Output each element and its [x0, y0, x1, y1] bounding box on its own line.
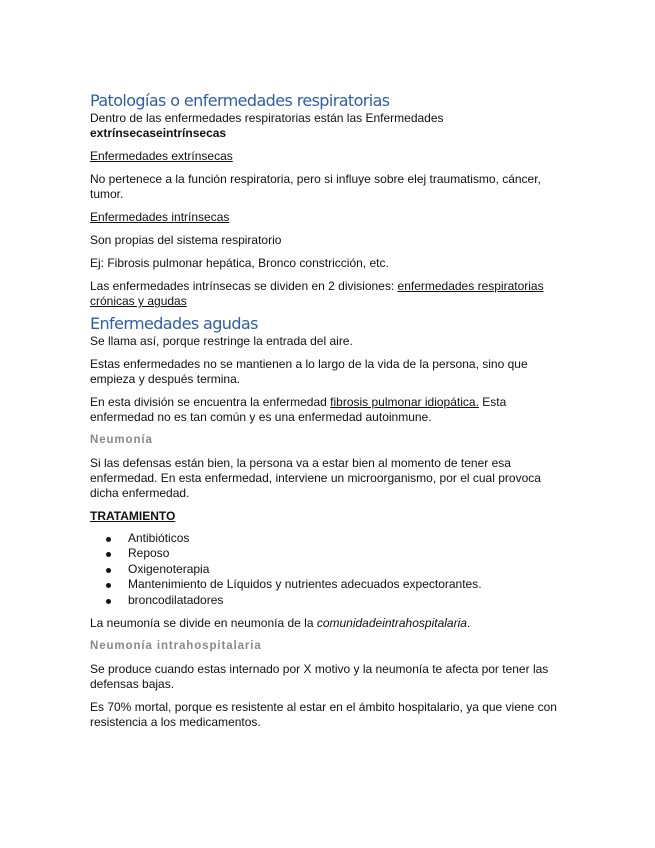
pneumonia-division: [90, 616, 560, 631]
acute-heading: Enfermedades agudas: [90, 314, 258, 333]
extrinsic-text: No pertenece a la función respiratoria, pero si influye sobre elej traumatismo, cáncer, tumor.: [90, 172, 541, 201]
page-title: Patologías o enfermedades respiratorias: [90, 91, 390, 110]
list-item: Reposo: [128, 546, 560, 561]
pneumonia-heading: Neumonía: [90, 434, 153, 446]
intro-paragraph: [90, 111, 560, 141]
intro-bold-terms: extrínsecaseintrínsecas: [90, 126, 227, 140]
treatment-list: [90, 531, 560, 608]
acute-p3-after: Esta enfermedad no es tan común y es una enfermedad autoinmune.: [90, 395, 507, 424]
division-italic: comunidadeintrahospitalaria: [316, 616, 467, 631]
list-item: Antibióticos: [128, 531, 560, 546]
extrinsic-heading: Enfermedades extrínsecas: [90, 149, 233, 163]
intrinsic-example: Ej: Fibrosis pulmonar hepática, Bronco constricción, etc.: [90, 256, 389, 270]
hospital-paragraph-2: Es 70% mortal, porque es resistente al estar en el ámbito hospitalario, ya que viene con resistencia a los medicamentos.: [90, 700, 557, 730]
divisions-link: enfermedades respiratorias crónicas y agudas: [90, 279, 544, 308]
fibrosis-link: fibrosis pulmonar idiopática.: [330, 395, 479, 409]
intro-text: Dentro de las enfermedades respiratorias están las Enfermedades: [90, 111, 444, 125]
acute-paragraph-2: Estas enfermedades no se mantienen a lo largo de la vida de la persona, sino que empieza y después termina.: [90, 357, 528, 386]
document-body: [90, 90, 560, 730]
hospital-pneumonia-heading: Neumonía intrahospitalaria: [90, 640, 262, 653]
hospital-paragraph-1: Se produce cuando estas internado por X motivo y la neumonía te afecta por tener las defensas bajas.: [90, 662, 549, 692]
acute-paragraph-3: [90, 395, 560, 425]
divisions-paragraph: [90, 279, 560, 309]
list-item: broncodilatadores: [128, 593, 560, 608]
divisions-text: Las enfermedades intrínsecas se dividen en 2 divisiones:: [90, 279, 398, 293]
division-before: La neumonía se divide en neumonía de la: [90, 616, 317, 631]
treatment-heading: TRATAMIENTO: [90, 509, 176, 523]
intrinsic-heading: Enfermedades intrínsecas: [90, 210, 230, 224]
division-after: .: [466, 616, 471, 631]
intrinsic-text: Son propias del sistema respiratorio: [90, 233, 282, 247]
list-item: Mantenimiento de Líquidos y nutrientes adecuados expectorantes.: [128, 577, 560, 592]
acute-p3-before: En esta división se encuentra la enfermedad: [90, 395, 331, 409]
acute-paragraph-1: Se llama así, porque restringe la entrada del aire.: [90, 334, 353, 348]
list-item: Oxigenoterapia: [128, 562, 560, 577]
pneumonia-paragraph: Si las defensas están bien, la persona va a estar bien al momento de tener esa enfermedad. En esta enfermedad, interviene un microorganismo, por el cual provoca dicha enfermedad.: [90, 456, 541, 500]
